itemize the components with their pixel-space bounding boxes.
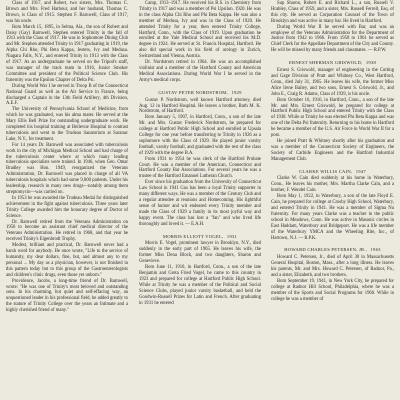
entry-heading	[271, 247, 394, 253]
heading-separator: ,	[350, 168, 354, 174]
entry-paragraph: Providence, Jacobs, a long-time friend of Dr. Barnwell, wrote: "He was one of Trinity's most beloved and outstanding sons. In his charming, but quiet and self-effacing way, an unquestioned leader in his professional field, he added greatly to the stature of Trinity College over the years an Intimate and a highly cherished friend of many."	[6, 278, 128, 314]
entry-paragraph: Dr. Barnwell retired from the Veterans Administration on 1956 to become an assistant chief medical director of the Veterans Administration. He retired in 1968, and that year he received Trinity's Eigenbrodt Trophy.	[6, 219, 128, 243]
heading-separator: ,	[361, 60, 364, 66]
entry-name: CLARKE WILLIS CAIN	[299, 168, 351, 174]
column-right	[271, 0, 394, 400]
entry-heading	[139, 234, 261, 240]
entry-paragraph: Gustav P. Nordstrom, well known Hartford attorney, died Aug. 12 in Hartford Hospital. He leaves a brother, Ruth M. K. Nordstrom, of Hartford.	[139, 97, 261, 115]
entry-paragraph: In 1953 he was awarded the Trudeau Medal for distinguished achievement in the fight against tuberculosis. Three years later Trinity College awarded him the honorary degree of Doctor of Science.	[6, 195, 128, 219]
entry-name: GUSTAV PETER NORDSTROM	[158, 89, 227, 95]
column-left	[6, 0, 128, 400]
entry-heading	[139, 90, 261, 96]
entry-paragraph: The University of Pennsylvania School of Medicine, from which he was graduated, was his alma mater. He served at the Mary Ellis Bell Prize for outstanding undergraduate work. He completed his hospital training at Bellevue Hospital to contrast tuberculosis and went to the Trudeau Sanatorium at Saranac Lake, N.Y., for treatment.	[6, 107, 128, 142]
entry-paragraph: Born May 1, 1922, in Waterbury, a son of the late Floyd E. Cain, he prepared for college at Crosby High School, Waterbury, and entered Trinity in 1941. He was a member of Sigma Nu fraternity. For many years Clarke was a teacher in the public school in Meadows, Conn. He was active in Masonic circles in East Haddam, Waterbury and Bridgeport. He was a life member of the Waterbury YMCA and the Wheeling Rite, Inc., of Hartown, N.J. — R.P.K.	[271, 194, 394, 241]
entry-year: 1963	[370, 247, 381, 253]
entry-paragraph: Born March 15, 1895, in Selma, Ala., the son of Robert and Daisy (Gay) Barnwell, Stephen entered Trinity in the fall of 1913 with the Class of 1917. He was in Sophomore Dining Club and Mr. Stephen attended Trinity in 1917 graduating in 1919, the Alpha Chi Rho, Phi Beta Kappa, Jesters, Ivy and Medusa. Niagara Falls, N.Y., and entered Trinity in 1913 with the Class of 1917. As an undergraduate he served on the Tripod's staff, was manager of the track team in 1916, Junior Smoker Committee and president of the Political Science Club. His fraternity was the Epsilon Chapter of Delta Psi.	[6, 24, 128, 83]
entry-paragraph: Ernest S. Griswold, manager of engineering in the Cutting and Gage Division of Pratt and Whitney Co., West Hartford, Conn., died July 31, 1965. He leaves his wife, the former Miss Alice Irene Bailey, and two sons, Ernest S. Griswold, Jr., and John E., Craig R. Adams, Class of 1939, is his uncle.	[271, 68, 394, 97]
entry-year: 1938	[365, 60, 376, 66]
obituary-continuation	[139, 1, 261, 84]
obituary-entry	[271, 169, 394, 242]
entry-paragraph: Morris E. Vogel, prominent lawyer in Brooklyn, N.Y., died suddenly in the early part of 1965. He leaves his wife, the former Miss Dena Block, and two daughters, Sharon and Genevieve.	[139, 241, 261, 265]
entry-paragraph: Dr. Nordstrom retired in 1964. He was an accomplished violinist and a member of the Hartford County and American Medical Associations. During World War I he served in the Army's medical corps.	[139, 60, 261, 83]
obituary-continuation	[271, 1, 394, 54]
entry-year: 1947	[355, 168, 366, 174]
obituary-entry	[139, 234, 261, 307]
entry-paragraph: Born September 19, 1941, in New York City, he prepared for college at Radnor Hill School, Philadelphia, where he was a member of the Sports and Social Programs for 1960. While in college he was a member of	[271, 278, 394, 302]
entry-paragraph: Clarke W. Cain died suddenly at his home in Waterbury, Conn., He leaves his mother, Mrs. Martha Clarke Cain, and a brother, F. Wendel Cain.	[271, 176, 394, 194]
column-middle	[139, 0, 261, 400]
obituary-entry	[271, 60, 394, 162]
entry-name: ERNEST SHERMAN GRISWOLD	[288, 60, 362, 66]
entry-paragraph: Born January 5, 1907, in Hartford, Conn., a son of the late Mr. and Mrs. Gustav Frederick Nordstrom, he prepared for college at Hartford Public High School and enrolled at Upsala College for one year before transferring to Trinity in 1926 as a sophomore with the Class of 1929. He played junior varsity football, varsity football, and graduated with the rest of the class of 1929 with the degree B.A.	[139, 115, 261, 156]
entry-paragraph: For 14 years Dr. Barnwell was associated with tuberculosis work in the city of Michigan Medical School and had charge of the tuberculosis center where at which many leading tuberculosis specialists were trained. In 1946, when Gen. Omar Bradley was Hon. 1949, reorganized the Veterans Administration, Dr. Barnwell was placed in charge of all VA tuberculosis hospitals which had some 9,000 patients. Under his leadership, research in many new drugs—notably among them streptomycin—was carried on.	[6, 142, 128, 195]
entry-paragraph: Camp, 1913–1917. He received his B.S. in Chemistry from Trinity in 1917 and was a member of Psi Upsilon. 1920. He was in the class Alpha Chi Rho and Phi Beta Kappa. He was also a member of Medusa, Ivy and was in the Class of 1920. He attended Trinity for a year, then entered Trinity College, Hartford, Conn., with the Class of 1919. Upon graduation he enrolled at the Yale Medical School and received his M.D. degree in 1924. He served at St. Francis Hospital, Hartford. He also did special work in his field of urology in Zurich, Switzerland and Vienna, Austria.	[139, 1, 261, 60]
entry-paragraph: From 1931 to 1954 he was clerk of the Hartford Probate Court. He was a member of the American, Connecticut and Hartford County Bar Associations. For several years he was a trustee of the Hartford Emanuel Lutheran Church.	[139, 156, 261, 180]
entry-paragraph: Howard C. Petersen, Jr., died of April 30 in Massachusetts General Hospital, Boston, Mass., after a long illness. He leaves his parents, Mr. and Mrs. Howard C. Petersen, of Radnor, Pa., and a sister, Elizabeth, and two brothers.	[271, 255, 394, 279]
entry-paragraph: Class of 1917, and Robert, two sisters, Mrs. Thomas C. Brown and Mrs. Fred Harbour, and her husband, Thomas C. Brown, is Class of 1915. Stephen F. Barnwell, Class of 1917, was his uncle.	[6, 1, 128, 24]
entry-name: MORRIS ELLIOTT VOGEL	[162, 233, 223, 239]
entry-paragraph: He joined Pratt & Whitney shortly after his graduation and was a member of the Connecticut Society of Engineers, the Society of Carbide Engineers and the Hartford Industrial Management Club.	[271, 138, 394, 162]
entry-heading	[271, 169, 394, 175]
entry-paragraph: Modest, brilliant and practical, Dr. Barnwell never had a harsh word for anybody. He once wrote, "Life to the service of humanity, my dear dollars, fine, but, and almost any to my personal ... My day as a physician, however, is not finished in this pattern today but to this group of the Gastroenterologists and children's clinic drugs, even those yet unborn."	[6, 243, 128, 278]
entry-heading	[271, 60, 394, 66]
obituary-entry	[139, 90, 261, 228]
entry-year: 1931	[226, 233, 238, 239]
entry-paragraph: Sup Sharon, Robert E. and Richard L., a son, Russell V. Hrabley, Class of 1959, and a sister, Mrs. Russell Ferrell, Esq. of this city. He served as Corporation Counsel of the Town of Brooklyn and was active in many bar. He lived in Hartford.	[271, 1, 394, 24]
entry-name: HOWARD CHARLES PETERSEN, JR.	[284, 247, 366, 253]
heading-separator: ,	[222, 233, 225, 239]
obituary-entry	[271, 247, 394, 302]
entry-paragraph: Born June 11, 1910, in Hartford, Conn., a son of the late Benjamin and Greta Fried Vogel, he came to this country in 1923 and prepared for college at Hartford Public High School. While at Trinity he was a member of the Political and Social Science Clubs, played junior varsity basketball, and held the Goodwin-Russell Prizes for Latin and French. After graduating in 1931 he entered	[139, 265, 261, 306]
obituary-continuation	[6, 1, 128, 314]
heading-separator: ,	[226, 89, 230, 95]
entry-year: 1929	[231, 89, 242, 95]
entry-paragraph: During World War I he served in Troop B of the Connecticut National Guard as well as the Air Service in France, being discharged a Captain in the 13th Field Artillery, 4th Division, A.E.F.	[6, 83, 128, 107]
entry-paragraph: Born October 16, 1916, in Hartford, Conn., a son of the late Mr. and Mrs. Ernest Griswold, he prepared for college at Hartford Public High School and entered Trinity with the Class of 1938. While at Trinity he was elected Phi Beta Kappa and was one of the Delta Psi fraternity. Returning to his home in Hartford he became a member of the U.S. Air Force in World War II for a post.	[271, 97, 394, 139]
entry-paragraph: During World War II he served with Bar, and was an employee of the Veterans Administration for the Department of Justice from 1942 to 1966. From 1958 to 1961 he served as Chief Clerk for the Appellate Department of the City and County. He will be missed by many friends and classmates. — R.P.W.	[271, 24, 394, 54]
entry-paragraph: Ever since his graduation from the University of Connecticut Law School in 1941 Gus has been a loyal Trinity supporter in many different ways. He was a member of the Century Club and a regular attendee at reunions and Homecoming. His lighthful sense of humor and wit endeared every Trinity member and made the Class of 1929 a family in its most joyful way and happy event. The class has lost a "fan" and who lived life thoroughly and loved it. — E.A.H.	[139, 180, 261, 227]
heading-separator: ,	[365, 247, 369, 253]
